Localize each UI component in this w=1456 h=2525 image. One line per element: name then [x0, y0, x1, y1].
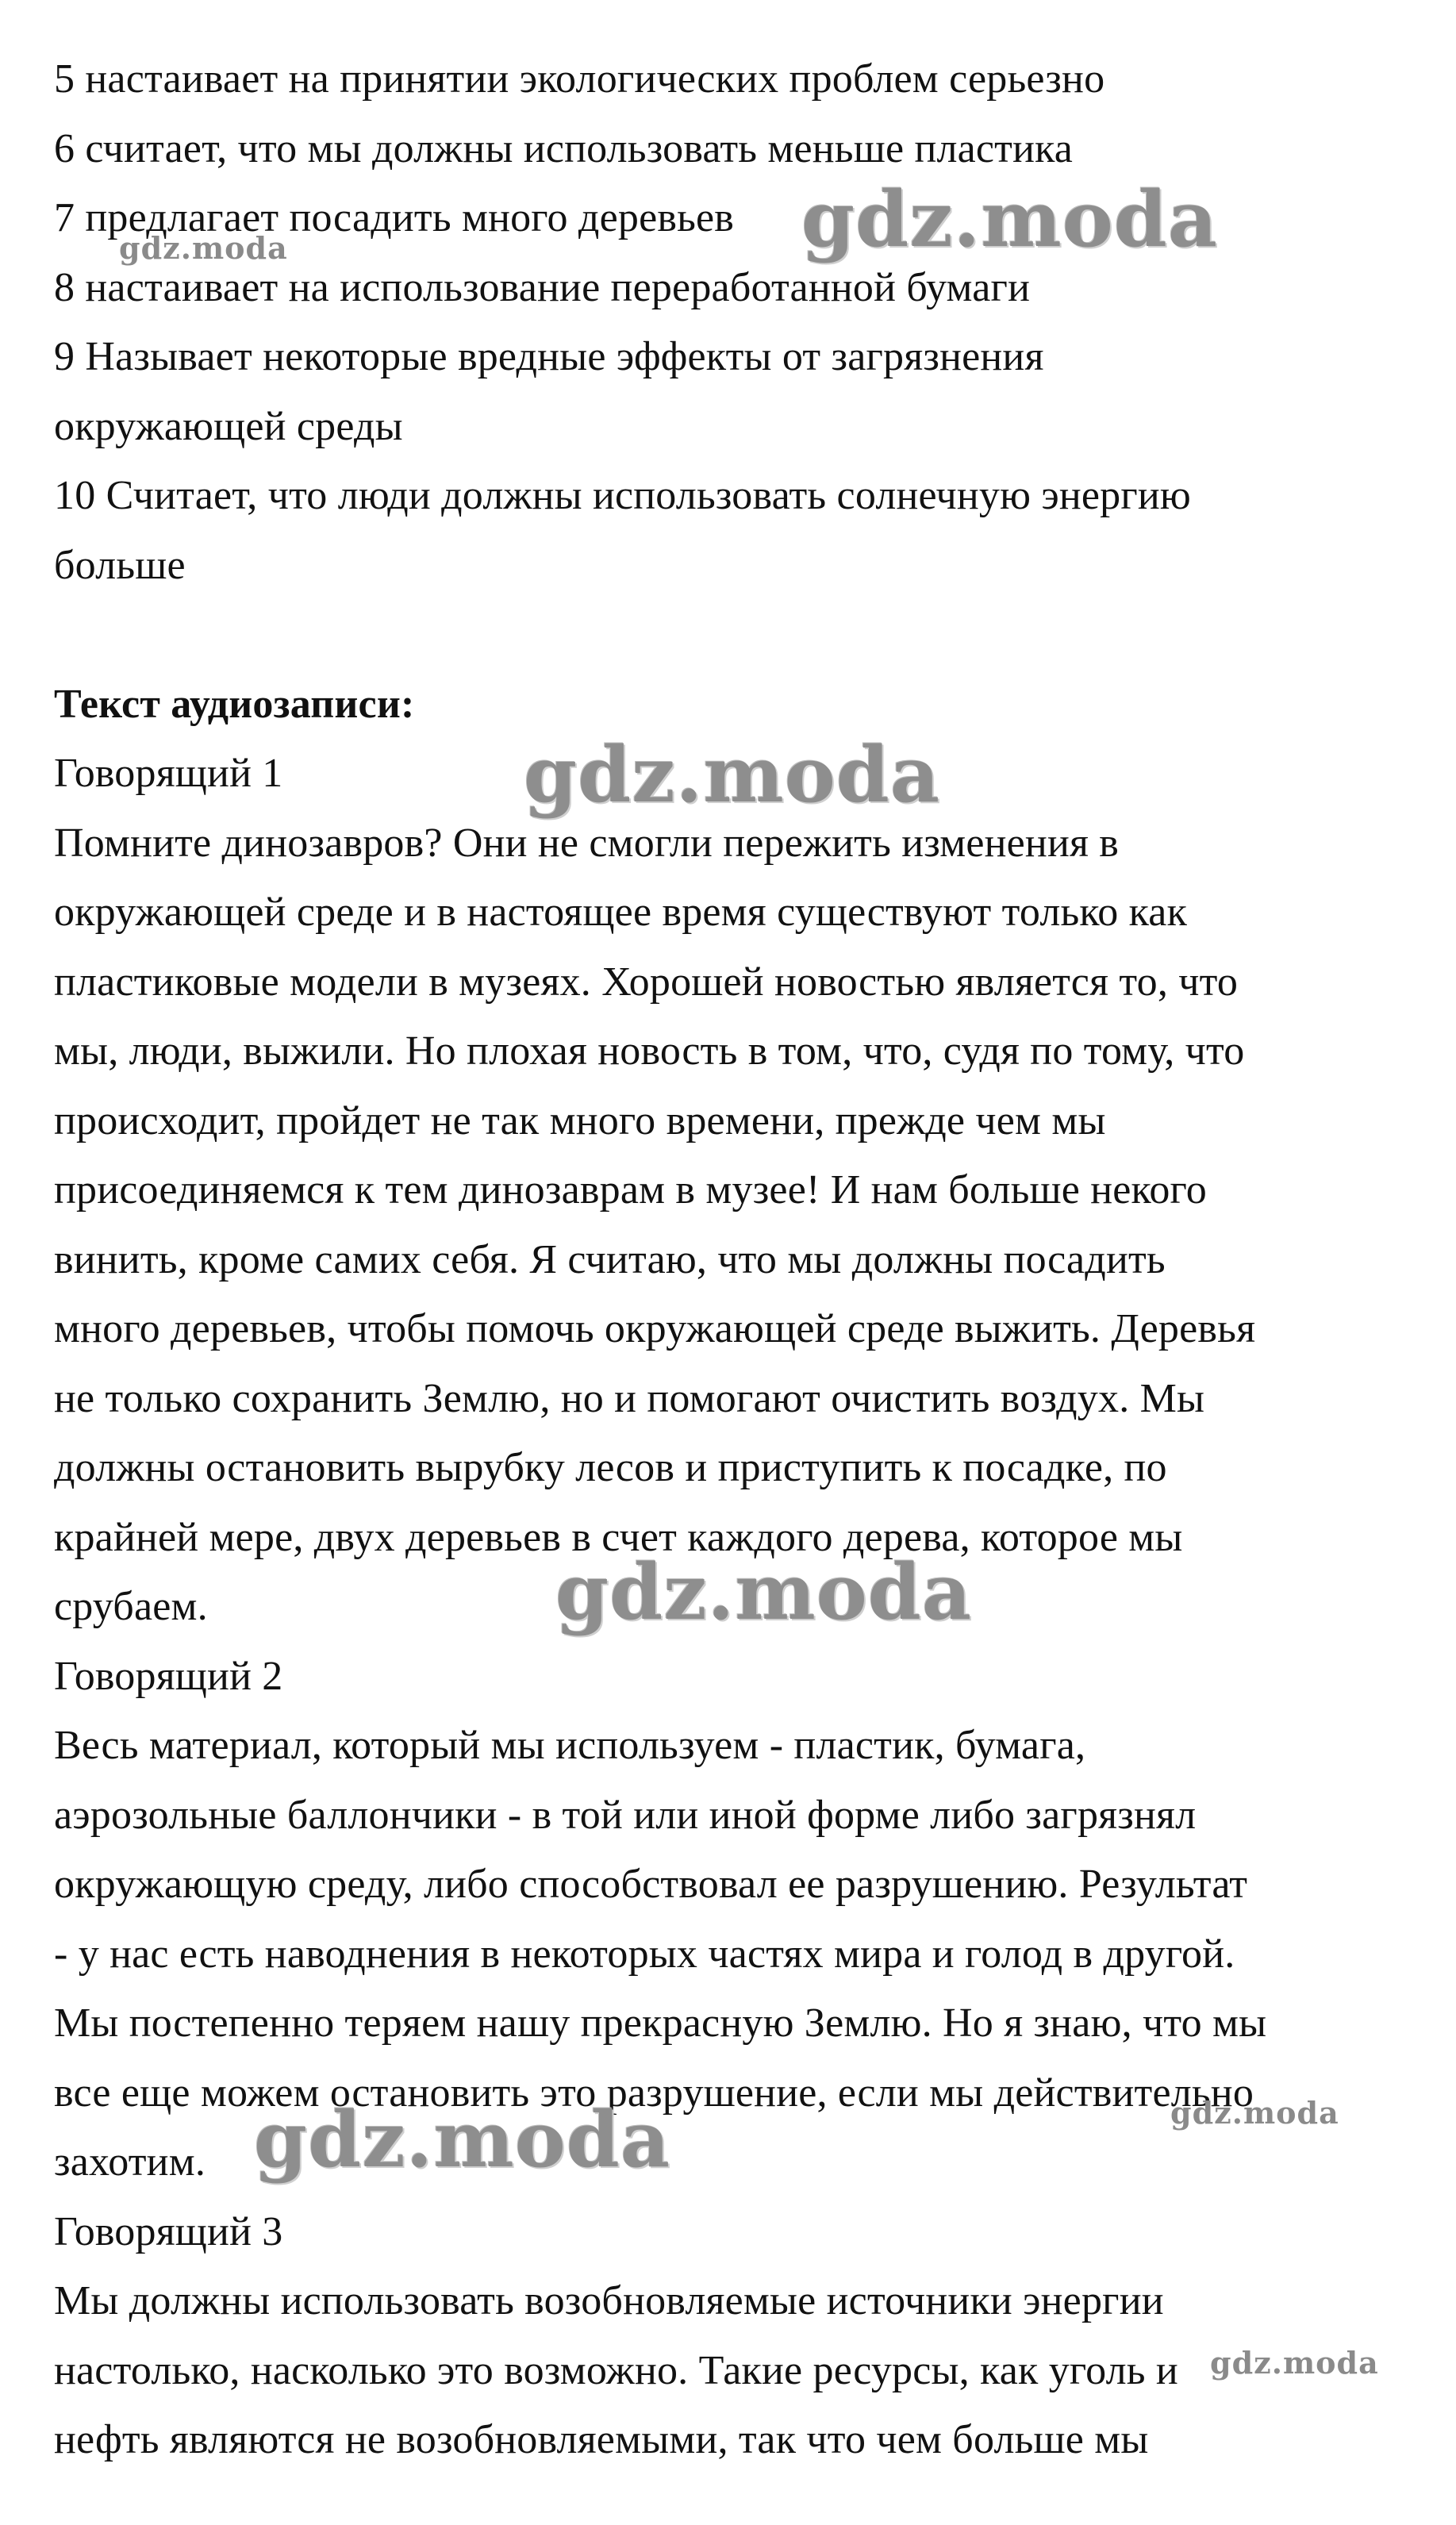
speaker-1-label: Говорящий 1 — [54, 751, 283, 796]
speaker-2-text-line: аэрозольные баллончики - в той или иной форме либо загрязнял — [54, 1792, 1197, 1838]
list-item-9-continued: окружающей среды — [54, 403, 403, 449]
speaker-1-text-line: окружающей среде и в настоящее время существуют только как — [54, 890, 1188, 935]
watermark: gdz.moda — [555, 1547, 973, 1637]
watermark: gdz.moda — [119, 230, 288, 266]
speaker-2-text-line: Мы постепенно теряем нашу прекрасную Землю. Но я знаю, что мы — [54, 2000, 1267, 2046]
speaker-2-text-line: захотим. — [54, 2139, 206, 2185]
document-page — [54, 44, 1403, 2475]
speaker-1-text-line: крайней мере, двух деревьев в счет каждого дерева, которое мы — [54, 1514, 1183, 1560]
speaker-2-text-line: все еще можем остановить это разрушение, если мы действительно — [54, 2070, 1254, 2116]
speaker-3-label: Говорящий 3 — [54, 2208, 283, 2254]
speaker-1-text-line: должны остановить вырубку лесов и приступить к посадке, по — [54, 1445, 1167, 1490]
watermark: gdz.moda — [254, 2095, 671, 2185]
speaker-2-text-line: Весь материал, который мы используем - пластик, бумага, — [54, 1723, 1086, 1768]
speaker-1-text-line: много деревьев, чтобы помочь окружающей среде выжить. Деревья — [54, 1306, 1256, 1351]
watermark: gdz.moda — [801, 175, 1219, 264]
list-item-9: 9 Называет некоторые вредные эффекты от загрязнения — [54, 334, 1044, 379]
speaker-1-text-line: присоединяемся к тем динозаврам в музее! И нам больше некого — [54, 1167, 1207, 1213]
speaker-1-text-line: не только сохранить Землю, но и помогают очистить воздух. Мы — [54, 1375, 1205, 1421]
watermark: gdz.moda — [1210, 2345, 1379, 2381]
spacer — [54, 600, 1403, 670]
speaker-1-text-line: винить, кроме самих себя. Я считаю, что мы должны посадить — [54, 1236, 1166, 1282]
list-item-10-continued: больше — [54, 542, 186, 588]
list-item-6: 6 считает, что мы должны использовать меньше пластика — [54, 125, 1074, 171]
list-item-5: 5 настаивает на принятии экологических проблем серьезно — [54, 56, 1105, 102]
speaker-1-text-line: происходит, пройдет не так много времени, прежде чем мы — [54, 1097, 1106, 1143]
watermark: gdz.moda — [1170, 2095, 1339, 2131]
transcript-heading: Текст аудиозаписи: — [54, 681, 415, 727]
list-item-8: 8 настаивает на использование переработанной бумаги — [54, 264, 1031, 310]
watermark: gdz.moda — [524, 730, 941, 820]
speaker-1-text-line: пластиковые модели в музеях. Хорошей новостью является то, что — [54, 959, 1239, 1005]
speaker-2-text-line: - у нас есть наводнения в некоторых частях мира и голод в другой. — [54, 1931, 1235, 1977]
speaker-3-text-line: Мы должны использовать возобновляемые источники энергии — [54, 2278, 1164, 2323]
speaker-1-text-line: срубаем. — [54, 1584, 208, 1629]
speaker-1-text-line: мы, люди, выжили. Но плохая новость в том, что, судя по тому, что — [54, 1028, 1245, 1074]
list-item-10: 10 Считает, что люди должны использовать солнечную энергию — [54, 473, 1191, 518]
speaker-3-text-line: настолько, насколько это возможно. Такие ресурсы, как уголь и — [54, 2347, 1178, 2393]
speaker-3-text-line: нефть являются не возобновляемыми, так что чем больше мы — [54, 2417, 1149, 2462]
list-item-7: 7 предлагает посадить много деревьев — [54, 195, 735, 240]
speaker-1-text-line: Помните динозавров? Они не смогли пережить изменения в — [54, 820, 1120, 866]
speaker-2-label: Говорящий 2 — [54, 1653, 283, 1699]
speaker-2-text-line: окружающую среду, либо способствовал ее разрушению. Результат — [54, 1862, 1248, 1907]
